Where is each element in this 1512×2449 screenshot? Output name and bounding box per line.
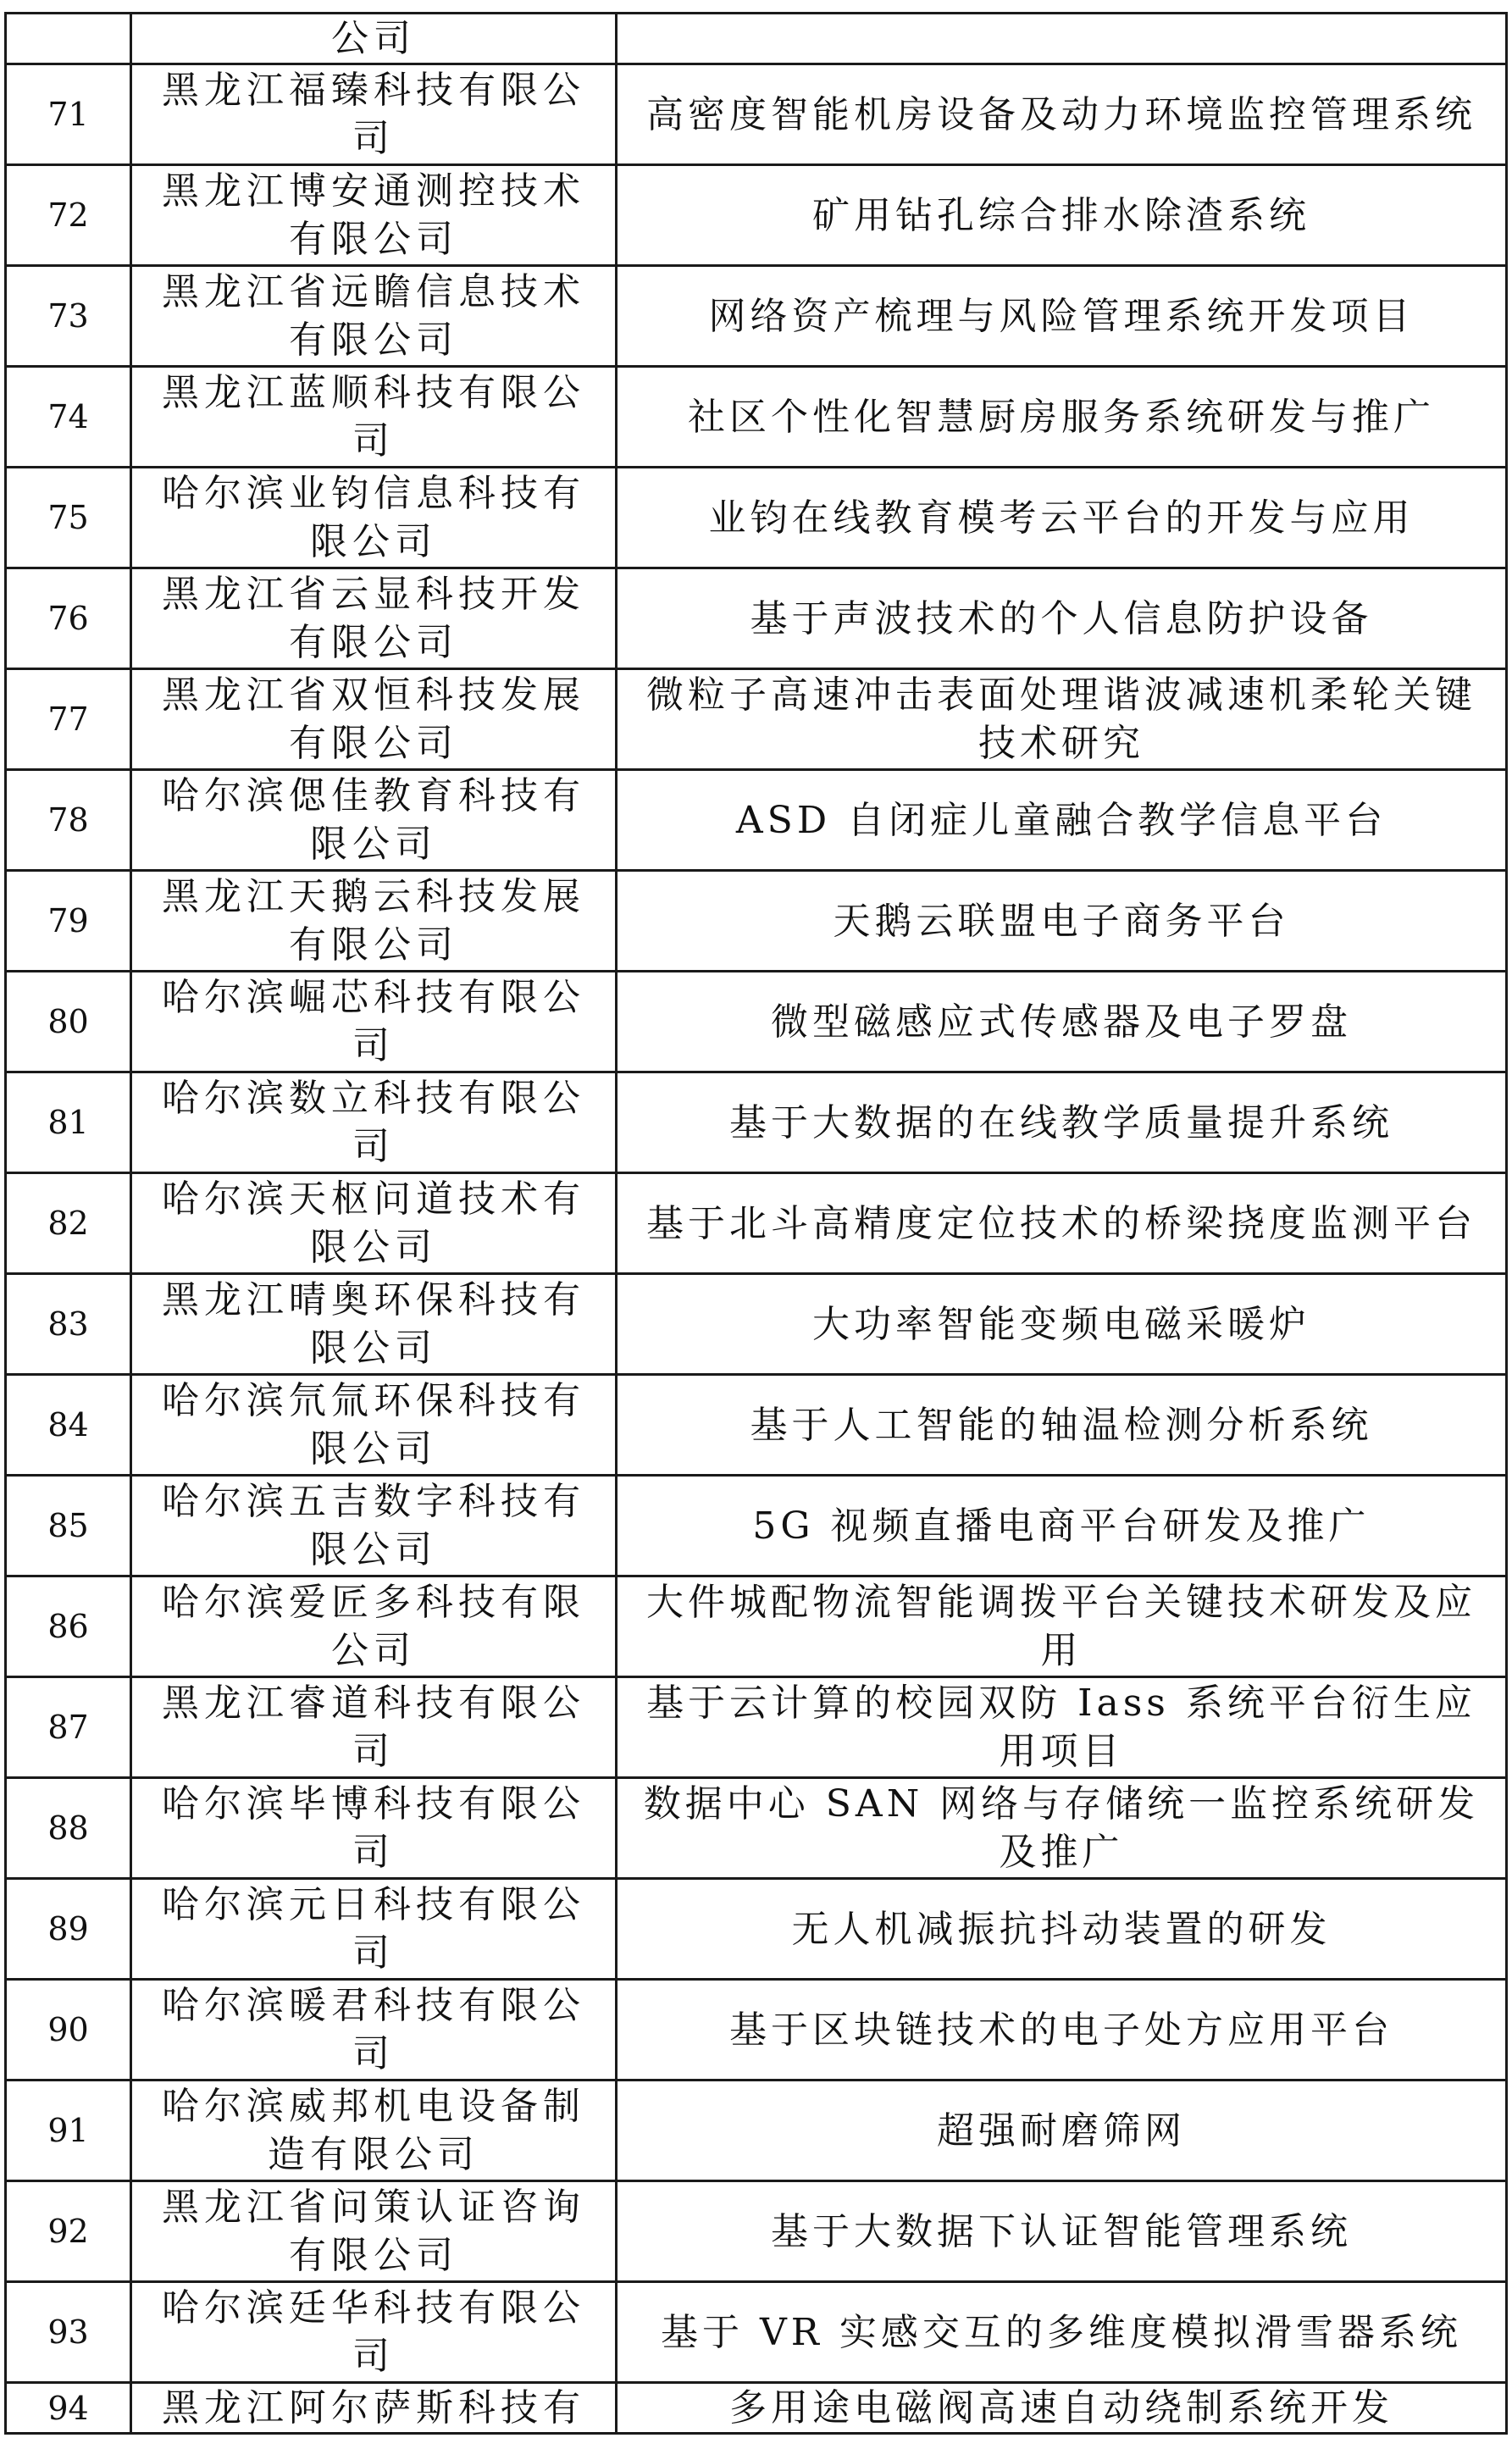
row-number: 94 [6,2383,131,2434]
company-name: 哈尔滨天枢问道技术有限公司 [162,1177,585,1269]
project-name-cell [617,568,1507,669]
project-name: 微粒子高速冲击表面处理谐波减速机柔轮关键技术研究 [646,673,1476,765]
table-row [6,2383,1507,2434]
company-name-cell [131,266,617,367]
project-name: 业钧在线教育模考云平台的开发与应用 [708,496,1415,540]
company-name-cell [131,1778,617,1879]
company-name: 黑龙江晴奥环保科技有限公司 [162,1278,585,1370]
row-number: 87 [6,1677,131,1778]
project-name-cell [617,64,1507,165]
table-row [6,1072,1507,1173]
table-body [6,14,1507,2434]
table-row [6,2282,1507,2383]
company-name-cell [131,14,617,64]
table-row [6,972,1507,1072]
company-name-cell [131,2282,617,2383]
company-name-cell [131,568,617,669]
company-name: 黑龙江省问策认证咨询有限公司 [162,2186,585,2277]
company-name: 哈尔滨五吉数字科技有限公司 [162,1480,585,1571]
row-number [6,14,131,64]
company-name: 哈尔滨业钧信息科技有限公司 [162,472,585,563]
company-name-cell [131,1980,617,2081]
project-name-cell [617,669,1507,770]
company-name-cell [131,2383,617,2434]
table-row [6,165,1507,266]
company-name-cell [131,770,617,871]
company-name: 黑龙江博安通测控技术有限公司 [162,169,585,261]
row-number: 93 [6,2282,131,2383]
row-number: 89 [6,1879,131,1980]
project-name-cell [617,871,1507,972]
company-name: 哈尔滨崛芯科技有限公司 [162,976,585,1067]
project-name-cell [617,1778,1507,1879]
row-number: 81 [6,1072,131,1173]
company-name-cell [131,1274,617,1375]
company-name: 黑龙江蓝顺科技有限公司 [162,371,585,463]
row-number: 82 [6,1173,131,1274]
project-name: 基于大数据的在线教学质量提升系统 [729,1100,1393,1144]
table-row-continuation [6,14,1507,64]
project-name-cell [617,1274,1507,1375]
table-row [6,1375,1507,1476]
project-name-cell [617,1576,1507,1677]
table-row [6,1778,1507,1879]
row-number: 71 [6,64,131,165]
project-name-cell [617,2282,1507,2383]
row-number: 92 [6,2181,131,2282]
company-name-cell [131,2181,617,2282]
project-name-cell [617,1677,1507,1778]
company-name-cell [131,165,617,266]
company-name: 哈尔滨暖君科技有限公司 [162,1984,585,2075]
project-name-cell [617,2081,1507,2181]
company-name-cell [131,1476,617,1576]
company-name-cell [131,64,617,165]
table-row [6,1879,1507,1980]
company-name: 哈尔滨元日科技有限公司 [162,1883,585,1975]
project-name: 社区个性化智慧厨房服务系统研发与推广 [688,395,1435,439]
project-name: 大功率智能变频电磁采暖炉 [812,1302,1310,1346]
project-name-cell [617,1375,1507,1476]
project-name-cell [617,165,1507,266]
row-number: 84 [6,1375,131,1476]
table-row [6,2181,1507,2282]
project-name: 基于北斗高精度定位技术的桥梁挠度监测平台 [646,1201,1476,1245]
table-row [6,568,1507,669]
project-name: 微型磁感应式传感器及电子罗盘 [771,1000,1352,1044]
row-number: 77 [6,669,131,770]
company-name: 哈尔滨廷华科技有限公司 [162,2286,585,2378]
row-number: 76 [6,568,131,669]
row-number: 90 [6,1980,131,2081]
company-project-table [4,12,1508,2435]
company-name-cell [131,1576,617,1677]
company-name-cell [131,1173,617,1274]
project-name: 数据中心 SAN 网络与存储统一监控系统研发及推广 [643,1782,1480,1874]
project-name: 基于大数据下认证智能管理系统 [771,2209,1352,2253]
project-name: 高密度智能机房设备及动力环境监控管理系统 [646,92,1476,136]
company-name: 黑龙江阿尔萨斯科技有 [162,2386,585,2430]
project-name-cell [617,2181,1507,2282]
company-name: 哈尔滨毕博科技有限公司 [162,1782,585,1874]
company-name: 哈尔滨氘氚环保科技有限公司 [162,1379,585,1471]
row-number: 74 [6,367,131,468]
table-row [6,1677,1507,1778]
company-name: 公司 [331,17,416,60]
project-name: 基于云计算的校园双防 Iass 系统平台衍生应用项目 [646,1682,1476,1773]
table-row [6,770,1507,871]
company-name-cell [131,1072,617,1173]
project-name-cell [617,367,1507,468]
company-name-cell [131,972,617,1072]
project-name-cell [617,770,1507,871]
table-row [6,266,1507,367]
table-row [6,2081,1507,2181]
project-name-cell [617,1072,1507,1173]
company-name-cell [131,871,617,972]
project-name: 矿用钻孔综合排水除渣系统 [812,193,1310,237]
row-number: 72 [6,165,131,266]
company-name-cell [131,367,617,468]
row-number: 78 [6,770,131,871]
project-name: 天鹅云联盟电子商务平台 [833,899,1290,943]
table-row [6,1576,1507,1677]
company-name-cell [131,2081,617,2181]
company-name: 哈尔滨数立科技有限公司 [162,1077,585,1168]
company-name-cell [131,468,617,568]
project-name-cell [617,266,1507,367]
row-number: 79 [6,871,131,972]
company-name: 哈尔滨威邦机电设备制造有限公司 [162,2085,585,2176]
row-number: 86 [6,1576,131,1677]
table-row [6,468,1507,568]
table-row [6,871,1507,972]
company-name: 哈尔滨偲佳教育科技有限公司 [162,774,585,866]
company-name-cell [131,669,617,770]
project-name-cell [617,1173,1507,1274]
project-name: 基于人工智能的轴温检测分析系统 [750,1403,1373,1447]
row-number: 91 [6,2081,131,2181]
project-name: 大件城配物流智能调拨平台关键技术研发及应用 [646,1581,1476,1672]
project-name-cell [617,14,1507,64]
company-name: 黑龙江睿道科技有限公司 [162,1682,585,1773]
project-name: 超强耐磨筛网 [937,2108,1186,2153]
row-number: 83 [6,1274,131,1375]
row-number: 75 [6,468,131,568]
company-name-cell [131,1677,617,1778]
project-name: 基于 VR 实感交互的多维度模拟滑雪器系统 [661,2310,1462,2354]
company-name: 哈尔滨爱匠多科技有限公司 [162,1581,585,1672]
company-name-cell [131,1879,617,1980]
row-number: 80 [6,972,131,1072]
company-name-cell [131,1375,617,1476]
project-name: 无人机减振抗抖动装置的研发 [791,1907,1332,1951]
company-name: 黑龙江天鹅云科技发展有限公司 [162,875,585,967]
company-name: 黑龙江省双恒科技发展有限公司 [162,673,585,765]
row-number: 88 [6,1778,131,1879]
table-row [6,669,1507,770]
project-name-cell [617,2383,1507,2434]
project-name-cell [617,1879,1507,1980]
project-name: 多用途电磁阀高速自动绕制系统开发 [729,2386,1393,2430]
row-number: 85 [6,1476,131,1576]
project-name: 5G 视频直播电商平台研发及推广 [752,1504,1371,1548]
company-name: 黑龙江省远瞻信息技术有限公司 [162,270,585,362]
row-number: 73 [6,266,131,367]
table-row [6,1980,1507,2081]
project-name-cell [617,972,1507,1072]
table-row [6,64,1507,165]
project-name: ASD 自闭症儿童融合教学信息平台 [735,798,1387,842]
table-row [6,1476,1507,1576]
company-name: 黑龙江福臻科技有限公司 [162,69,585,160]
table-row [6,1173,1507,1274]
table-row [6,367,1507,468]
project-name-cell [617,1980,1507,2081]
project-name-cell [617,468,1507,568]
table-row [6,1274,1507,1375]
project-name: 基于区块链技术的电子处方应用平台 [729,2008,1393,2052]
company-name: 黑龙江省云显科技开发有限公司 [162,573,585,664]
project-name: 基于声波技术的个人信息防护设备 [750,596,1373,640]
project-name-cell [617,1476,1507,1576]
project-name: 网络资产梳理与风险管理系统开发项目 [708,294,1415,338]
